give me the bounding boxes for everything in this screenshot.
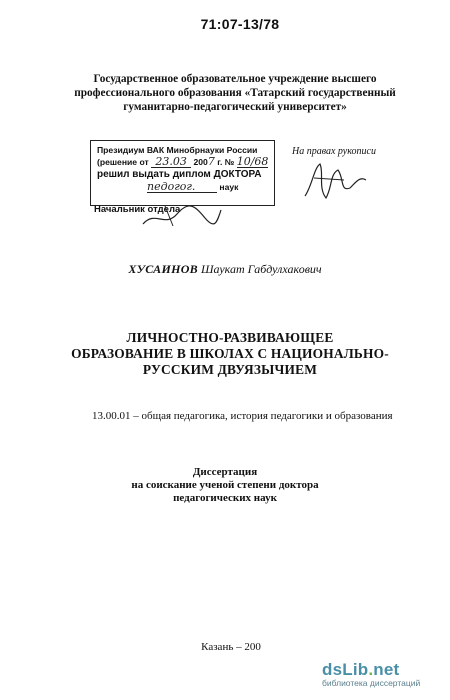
title-line: ОБРАЗОВАНИЕ В ШКОЛАХ С НАЦИОНАЛЬНО- bbox=[71, 346, 389, 361]
stamp-field-handwritten: педогог. bbox=[147, 181, 217, 193]
thesis-line: на соискание ученой степени доктора bbox=[131, 479, 319, 491]
stamp-decision-year-prefix: 200 bbox=[193, 157, 208, 167]
stamp-line-presidium: Президиум ВАК Минобрнауки России bbox=[97, 145, 258, 155]
stamp-department: Начальник отдела bbox=[94, 204, 181, 215]
document-code: 71:07-13/78 bbox=[200, 16, 280, 32]
department-signature bbox=[135, 200, 225, 230]
institution-line: гуманитарно-педагогический университет» bbox=[123, 101, 347, 113]
institution-header bbox=[70, 72, 400, 114]
stamp-field-suffix: наук bbox=[219, 182, 239, 192]
vak-stamp bbox=[90, 140, 275, 206]
place-year: Казань – 200 bbox=[201, 641, 261, 653]
watermark-brand-main: dsLib bbox=[322, 660, 369, 679]
specialty-code: 13.00.01 – общая педагогика, история педагогики и образования bbox=[92, 410, 393, 422]
thesis-line: Диссертация bbox=[192, 466, 258, 478]
author-name bbox=[0, 262, 450, 277]
dslib-watermark bbox=[322, 660, 442, 688]
author-surname: ХУСАИНОВ bbox=[128, 262, 198, 276]
stamp-decision-prefix: (решение от bbox=[97, 157, 149, 167]
thesis-line: педагогических наук bbox=[173, 492, 277, 504]
stamp-line-diploma: решил выдать диплом ДОКТОРА bbox=[97, 169, 262, 180]
institution-line: профессионального образования «Татарский государственный bbox=[74, 87, 396, 99]
author-signature bbox=[300, 158, 370, 203]
stamp-decision-number: 10/68 bbox=[236, 155, 269, 168]
title-line: ЛИЧНОСТНО-РАЗВИВАЮЩЕЕ bbox=[126, 330, 334, 345]
watermark-brand-tld: net bbox=[373, 660, 400, 679]
watermark-brand-dot: . bbox=[368, 660, 374, 679]
title-line: РУССКИМ ДВУЯЗЫЧИЕМ bbox=[142, 362, 318, 377]
thesis-note bbox=[0, 466, 450, 505]
rights-note: На правах рукописи bbox=[292, 146, 376, 157]
stamp-decision-date: 23.03 bbox=[151, 156, 191, 168]
watermark-tagline: библиотека диссертаций bbox=[322, 678, 421, 688]
institution-line: Государственное образовательное учреждение высшего bbox=[93, 73, 377, 85]
watermark-brand bbox=[322, 660, 442, 680]
author-given-names: Шаукат Габдулхакович bbox=[201, 262, 322, 276]
stamp-decision-year-suffix: 7 bbox=[207, 155, 215, 168]
stamp-line-decision bbox=[97, 156, 269, 168]
stamp-decision-no-label: г. № bbox=[217, 157, 235, 167]
dissertation-title bbox=[30, 330, 430, 378]
stamp-line-field bbox=[97, 181, 269, 193]
